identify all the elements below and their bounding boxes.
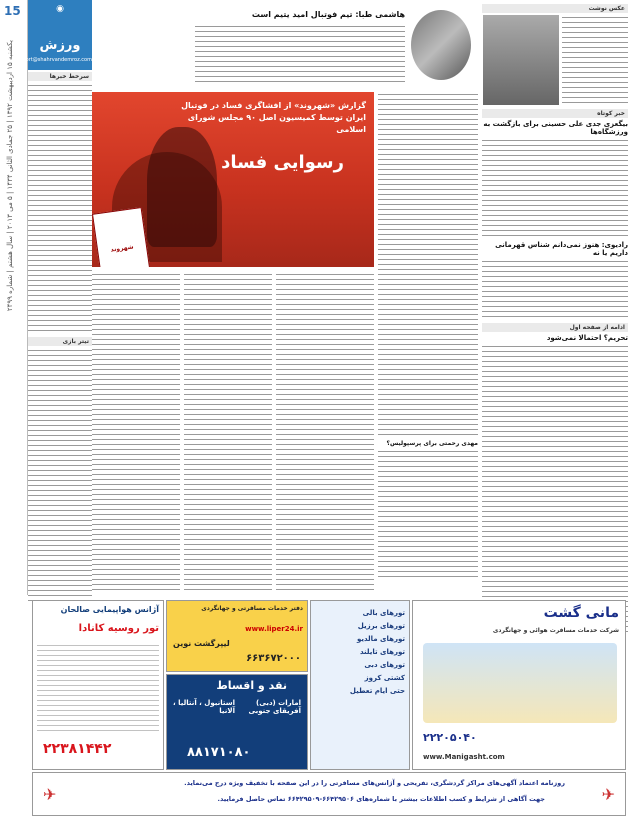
right-column: [482, 4, 628, 594]
ad-bottom-line2: جهت آگاهی از شرایط و کسب اطلاعات بیشتر با شماره‌های ۶۶۴۲۹۵۰۶-۶۶۴۲۹۵۰۹ تماس حاصل فرمایید.: [217, 795, 545, 803]
ad-tour-item: حتی ایام تعطیل: [349, 687, 405, 695]
ad-many-title: مانی گشت: [543, 605, 619, 621]
airplane-icon: ✈: [43, 785, 57, 804]
ad-liper: [166, 600, 308, 672]
ad-liper-name: لیپرگشت نوین: [173, 639, 230, 648]
right-headline-1: بیگعزی جدی علی حسینی برای بازگشت به ورزشگاه‌ها: [483, 120, 628, 136]
newspaper-logo: ◉: [56, 4, 64, 14]
ad-tour-item: تورهای مالدیو: [356, 635, 405, 643]
ad-salehan-tour: تور روسیه کانادا: [78, 623, 159, 634]
feature-text-col-1: [92, 272, 180, 592]
section-title: ورزش: [39, 38, 81, 53]
right-header-photo: عکس نوشت: [482, 4, 628, 13]
middle-headline-1: مهدی رحمتی برای پرسپولیس؟: [386, 440, 478, 447]
ad-many-site: www.Manigasht.com: [423, 753, 505, 761]
ad-tour-item: تورهای دبی: [364, 661, 405, 669]
ad-cash: [166, 674, 308, 770]
right-text-1: [482, 138, 628, 238]
ad-bottom-line1: روزنامه اعتماد آگهی‌های مراکز گردشگری، تفریحی و آژانس‌های مسافرتی را در این صفحه با تخفیف ویژه درج می‌نماید.: [184, 779, 565, 787]
left-games-text: [28, 348, 92, 603]
top-headline: هاشمی طبا: تیم فوتبال امید یتیم است: [251, 10, 405, 19]
feature-badge: شهروند: [92, 207, 154, 267]
ad-bottom-banner: [32, 772, 626, 816]
right-text-3: [482, 344, 628, 634]
ad-cash-phone: ۸۸۱۷۱۰۸۰: [187, 745, 251, 760]
right-text-2: [482, 259, 628, 319]
photo-caption-text: [562, 15, 628, 105]
ad-many-image: [423, 643, 617, 723]
ad-tours-list: [313, 607, 405, 698]
left-header-games: تیتر بازی: [28, 337, 92, 346]
interview-photo: [411, 10, 471, 80]
right-headline-2: رادیوی: هنوز نمی‌دانم شناس قهرمانی داریم یا نه: [495, 241, 628, 257]
ad-salehan-text: [37, 643, 159, 733]
ad-liper-phone: ۶۶۳۶۷۲۰۰۰: [246, 653, 301, 664]
page-number: 15: [4, 4, 21, 18]
ad-liper-title: دفتر خدمات مسافرتی و جهانگردی: [201, 605, 303, 612]
ad-liper-site: www.liper24.ir: [245, 625, 303, 633]
middle-text-2: [378, 449, 478, 579]
ad-cash-title: نقد و اقساط: [216, 679, 287, 692]
photo-news-image: [483, 15, 559, 105]
middle-text-1: [378, 92, 478, 437]
feature-text-col-2: [184, 272, 272, 592]
right-header-short: خبر کوتاه: [482, 109, 628, 118]
ad-tour-item: تورهای تایلند: [359, 648, 405, 656]
left-column: [28, 72, 92, 592]
feature-text-col-3: [276, 272, 374, 592]
ad-many-subtitle: شرکت خدمات مسافرت هوائی و جهانگردی: [492, 627, 619, 634]
ad-cash-line2: امارات (دبی) آفریقای جنوبی: [248, 699, 301, 715]
right-header-continued: ادامه از صفحه اول: [482, 323, 628, 332]
ad-salehan: [32, 600, 164, 770]
ad-salehan-title: آژانس هواپیمایی صالحان: [60, 605, 159, 614]
section-masthead: [19, 0, 92, 70]
feature-title: رسوایی فساد: [221, 152, 344, 173]
ad-tour-item: تورهای بالی: [362, 609, 405, 617]
ad-many: [412, 600, 626, 770]
ad-many-phone: ۲۲۲۰۵۰۴۰: [423, 731, 477, 744]
feature-figure: [147, 127, 217, 247]
left-header-news: سرخط خبرها: [28, 72, 92, 81]
feature-subtitle: گزارش «شهروند» از افشاگری فساد در فوتبال ایران توسط کمیسیون اصل ۹۰ مجلس شورای اسلامی: [181, 101, 366, 134]
middle-column: [378, 92, 478, 592]
top-story: [92, 4, 477, 89]
top-story-text: [195, 24, 405, 86]
ad-tour-item: کشتی کروز: [364, 674, 405, 682]
airplane-icon-right: ✈: [601, 785, 615, 804]
ad-salehan-phone: ۲۲۳۸۱۴۴۲: [43, 741, 112, 757]
right-headline-3: تحریم؟ احتمالا نمی‌شود: [546, 334, 628, 342]
ad-tours: [310, 600, 410, 770]
page-side-strip: [0, 0, 28, 595]
section-email: sport@shahrvandemroz.com: [19, 57, 92, 63]
left-news-text: [28, 83, 92, 333]
feature-image: [92, 92, 374, 267]
ad-cash-line1: استانبول ، آنتالیا ، آلانیا: [173, 699, 235, 715]
date-line: یکشنبه ۱۵ اردیبهشت ۱۳۹۲ | ۲۵ جمادی الثانی ۱۴۳۴ | ۵ می ۲۰۱۳ | سال هشتم | شماره ۲۴۹۹: [6, 40, 14, 312]
ad-tour-item: تورهای برزیل: [357, 622, 405, 630]
